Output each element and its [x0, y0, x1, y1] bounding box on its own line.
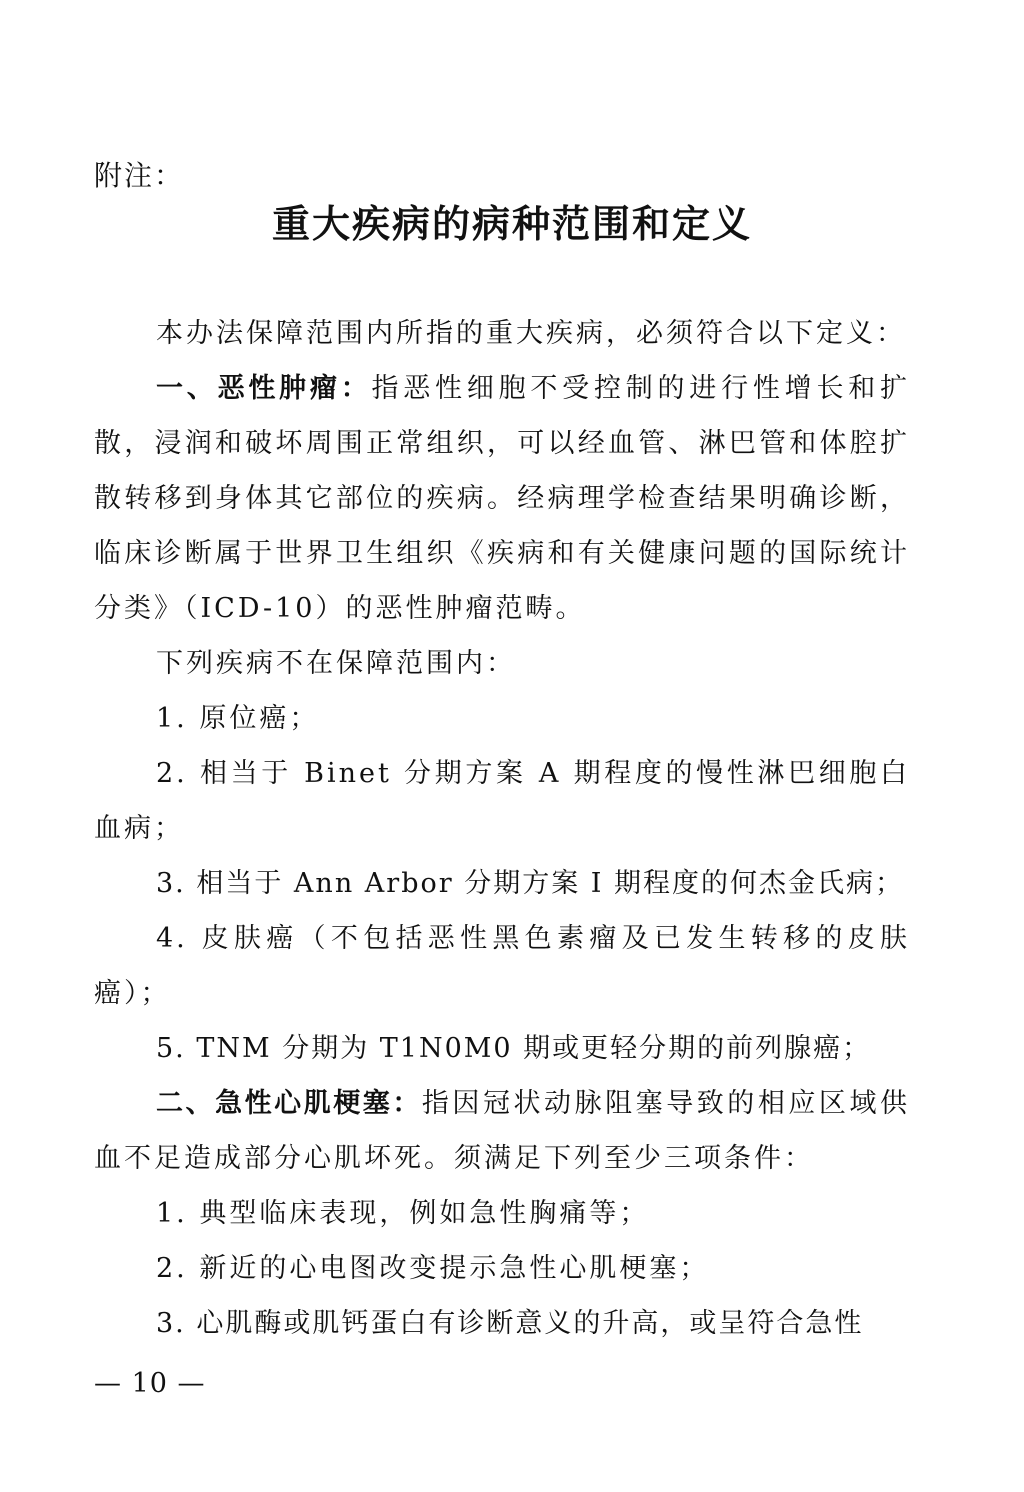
exclusion-intro: 下列疾病不在保障范围内： — [156, 648, 516, 679]
page-title: 重大疾病的病种范围和定义 — [271, 202, 752, 246]
condition-item-3: 3. 心肌酶或肌钙蛋白有诊断意义的升高，或呈符合急性 — [156, 1308, 864, 1339]
intro-paragraph: 本办法保障范围内所指的重大疾病，必须符合以下定义： — [156, 318, 906, 349]
condition-item-2: 2. 新近的心电图改变提示急性心肌梗塞； — [156, 1253, 710, 1284]
note-label: 附注： — [94, 159, 185, 192]
section-1-paragraph — [94, 361, 910, 636]
section-1-heading: 一、恶性肿瘤： — [156, 373, 372, 404]
section-2-paragraph — [94, 1076, 910, 1186]
exclusion-item-1: 1. 原位癌； — [156, 703, 320, 734]
section-2-text: 指因冠状动脉阻塞导致的相应区域供血不足造成部分心肌坏死。须满足下列至少三项条件： — [94, 1088, 910, 1174]
page-number: — 10 — — [94, 1368, 206, 1399]
section-1-text: 指恶性细胞不受控制的进行性增长和扩散，浸润和破坏周围正常组织，可以经血管、淋巴管和体腔扩散转移到身体其它部位的疾病。经病理学检查结果明确诊断，临床诊断属于世界卫生组织《疾病和有关健康问题的国际统计分类》（ICD-10）的恶性肿瘤范畴。 — [94, 373, 911, 624]
condition-item-1: 1. 典型临床表现，例如急性胸痛等； — [156, 1198, 650, 1229]
exclusion-item-4: 4. 皮肤癌（不包括恶性黑色素瘤及已发生转移的皮肤癌）； — [94, 923, 910, 1009]
exclusion-item-3: 3. 相当于 Ann Arbor 分期方案 I 期程度的何杰金氏病； — [156, 868, 905, 899]
document-body — [94, 306, 910, 1351]
exclusion-item-5: 5. TNM 分期为 T1N0M0 期或更轻分期的前列腺癌； — [156, 1033, 872, 1064]
section-2-heading: 二、急性心肌梗塞： — [156, 1088, 422, 1119]
exclusion-item-2: 2. 相当于 Binet 分期方案 A 期程度的慢性淋巴细胞白血病； — [94, 758, 910, 844]
